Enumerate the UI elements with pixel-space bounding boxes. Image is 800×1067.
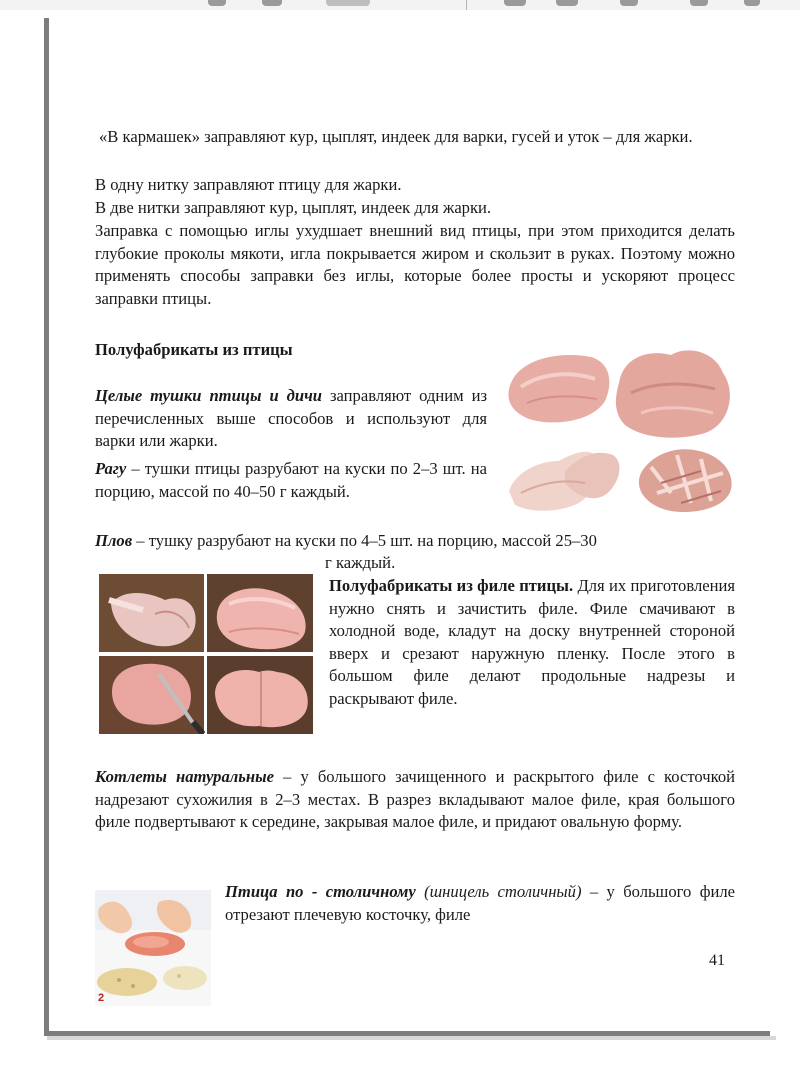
pilaf-paragraph [95, 530, 735, 553]
intro-paragraph-2: В одну нитку заправляют птицу для жарки. [95, 175, 402, 194]
capital-style-text: – у большого филе отрезают плечевую косточку, филе [225, 882, 735, 924]
toolbar-strip [0, 0, 800, 10]
toolbar-icon[interactable] [504, 0, 526, 6]
toolbar-icon[interactable] [744, 0, 760, 6]
whole-carcasses-paragraph [95, 385, 487, 453]
pilaf-term: Плов [95, 531, 133, 550]
cutlets-term: Котлеты натуральные [95, 767, 274, 786]
raw-poultry-photo [501, 343, 741, 518]
capital-style-paragraph [225, 881, 735, 926]
breading-photo [95, 890, 211, 1006]
pilaf-continuation: г каждый. [325, 553, 396, 572]
cutlets-paragraph [95, 766, 735, 834]
cutlets-text: – у большого зачищенного и раскрытого филе с косточкой надрезают сухожилия в 2–3 местах. В разрез вкладывают малое филе, края большого филе подвертывают к середине, закрывая малое филе, и придают овальную форму. [95, 767, 735, 831]
intro-paragraph-4: Заправка с помощью иглы ухудшает внешний вид птицы, при этом приходится делать глубокие проколы мякоти, игла покрывается жиром и скользит в руках. Поэтому можно применять способы заправки без иглы, которые более просты и ускоряют процесс заправки птицы. [95, 221, 735, 308]
whole-carcasses-term: Целые тушки птицы и дичи [95, 386, 323, 405]
section-heading: Полуфабрикаты из птицы [95, 340, 293, 359]
fillet-term: Полуфабрикаты из филе птицы. [329, 576, 574, 595]
document-page [44, 18, 770, 1036]
toolbar-icon[interactable] [620, 0, 638, 6]
fillet-steps-photo [99, 574, 313, 734]
pilaf-text: – тушку разрубают на куски по 4–5 шт. на порцию, массой 25–30 [132, 531, 597, 550]
photo-step-number: 2 [98, 992, 105, 1004]
page-number: 41 [709, 952, 725, 969]
capital-style-subtitle: (шницель столичный) [424, 882, 582, 901]
fillet-paragraph [329, 575, 735, 710]
ragout-paragraph [95, 458, 487, 503]
toolbar-icon[interactable] [262, 0, 282, 6]
capital-style-term: Птица по - столичному [225, 882, 416, 901]
toolbar-icon[interactable] [326, 0, 370, 6]
fillet-text: Для их приготовления нужно снять и зачистить филе. Филе смачивают в холодной воде, кладут на доску внутренней стороной вверх и срезают наружную пленку. После этого в большом филе делают продольные надрезы и раскрывают филе. [329, 576, 735, 708]
toolbar-icon[interactable] [208, 0, 226, 6]
toolbar-icon[interactable] [556, 0, 578, 6]
toolbar-separator [466, 0, 467, 10]
toolbar-icon[interactable] [690, 0, 708, 6]
intro-paragraph-1: «В кармашек» заправляют кур, цыплят, индеек для варки, гусей и уток – для жарки. [99, 127, 693, 146]
intro-paragraph-3: В две нитки заправляют кур, цыплят, индеек для жарки. [95, 198, 492, 217]
whole-carcasses-text: заправляют одним из перечисленных выше способов и используют для варки или жарки. [95, 386, 488, 450]
ragout-text: – тушки птицы разрубают на куски по 2–3 шт. на порцию, массой по 40–50 г каждый. [95, 459, 487, 501]
ragout-term: Рагу [95, 459, 127, 478]
